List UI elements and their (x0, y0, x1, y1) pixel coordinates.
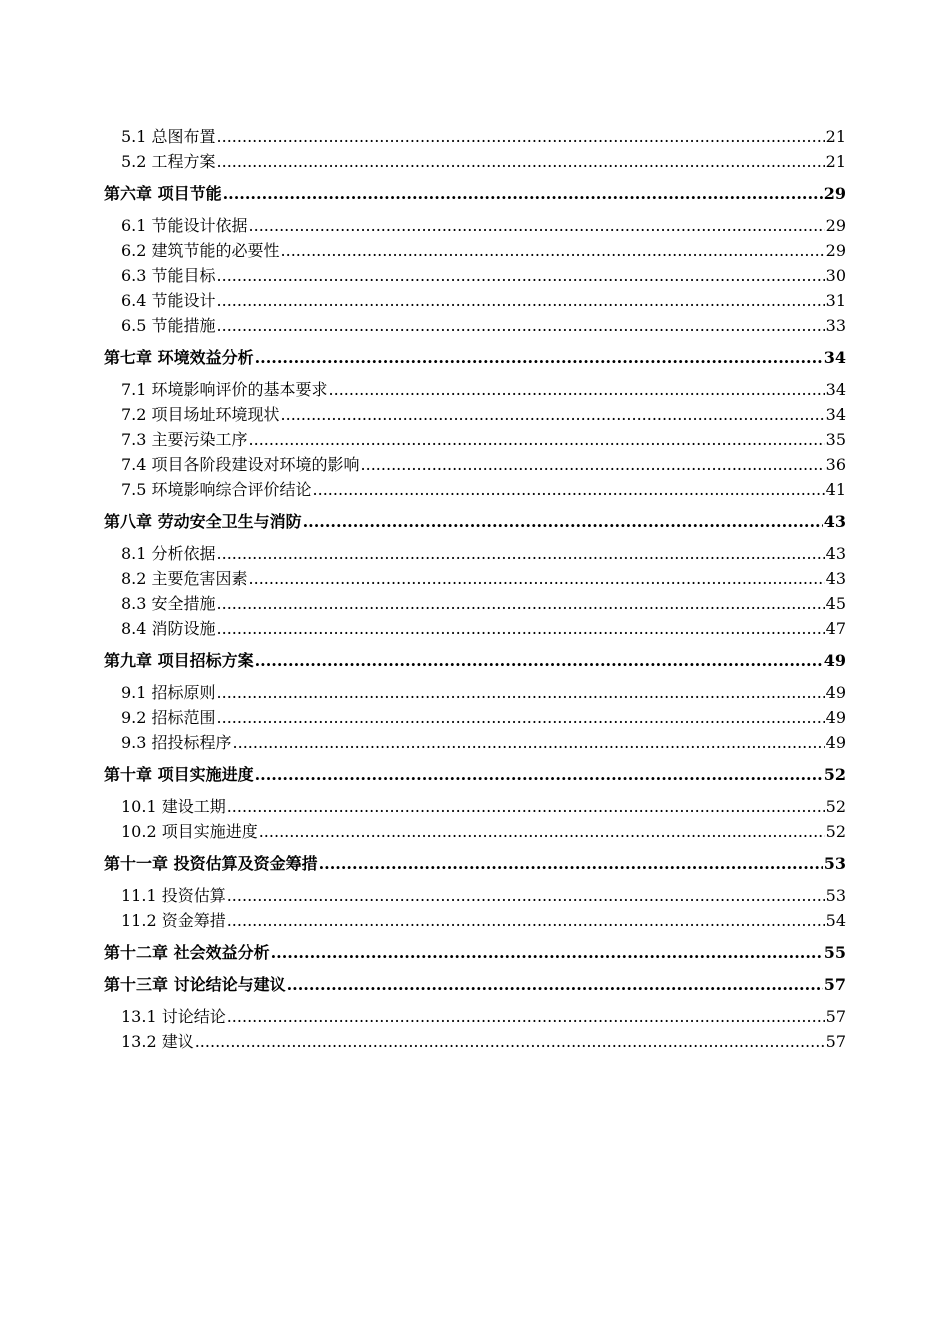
toc-entry-page-number: 21 (825, 127, 846, 146)
toc-section-entry[interactable] (104, 149, 846, 174)
toc-entry-title: 6.4 节能设计 (121, 291, 216, 310)
toc-entry-page-number: 34 (823, 348, 846, 367)
toc-section-entry[interactable] (104, 819, 846, 844)
toc-section-entry[interactable] (104, 427, 846, 452)
toc-entry-page-number: 43 (825, 544, 846, 563)
toc-dot-leader (248, 566, 825, 591)
toc-dot-leader (248, 213, 825, 238)
toc-entry-title: 7.4 项目各阶段建设对环境的影响 (121, 455, 360, 474)
toc-dot-leader (232, 730, 825, 755)
toc-dot-leader (216, 680, 825, 705)
toc-dot-leader (216, 591, 825, 616)
toc-section-entry[interactable] (104, 452, 846, 477)
toc-dot-leader (270, 940, 823, 965)
toc-dot-leader (328, 377, 825, 402)
toc-section-entry[interactable] (104, 288, 846, 313)
toc-entry-page-number: 30 (825, 266, 846, 285)
toc-entry-title: 10.2 项目实施进度 (121, 822, 258, 841)
toc-entry-page-number: 41 (825, 480, 846, 499)
toc-entry-page-number: 29 (823, 184, 846, 203)
toc-dot-leader (216, 705, 825, 730)
toc-entry-title: 6.1 节能设计依据 (121, 216, 248, 235)
toc-dot-leader (254, 648, 823, 673)
toc-entry-title: 8.2 主要危害因素 (121, 569, 248, 588)
toc-entry-title: 9.2 招标范围 (121, 708, 216, 727)
toc-entry-page-number: 49 (825, 708, 846, 727)
table-of-contents (104, 124, 846, 1054)
toc-chapter-entry[interactable] (104, 851, 846, 876)
toc-entry-page-number: 53 (825, 886, 846, 905)
toc-entry-title: 11.2 资金筹措 (121, 911, 226, 930)
toc-entry-title: 11.1 投资估算 (121, 886, 226, 905)
toc-chapter-entry[interactable] (104, 345, 846, 370)
toc-section-entry[interactable] (104, 263, 846, 288)
toc-section-entry[interactable] (104, 794, 846, 819)
toc-dot-leader (216, 149, 825, 174)
toc-section-entry[interactable] (104, 705, 846, 730)
toc-entry-title: 第十一章 投资估算及资金筹措 (104, 854, 318, 873)
toc-dot-leader (312, 477, 825, 502)
toc-entry-page-number: 34 (825, 380, 846, 399)
toc-section-entry[interactable] (104, 124, 846, 149)
toc-entry-title: 7.3 主要污染工序 (121, 430, 248, 449)
toc-section-entry[interactable] (104, 377, 846, 402)
toc-entry-title: 13.1 讨论结论 (121, 1007, 226, 1026)
toc-section-entry[interactable] (104, 908, 846, 933)
toc-entry-title: 第九章 项目招标方案 (104, 651, 254, 670)
toc-section-entry[interactable] (104, 477, 846, 502)
toc-entry-title: 第六章 项目节能 (104, 184, 222, 203)
toc-entry-title: 第十二章 社会效益分析 (104, 943, 270, 962)
toc-entry-title: 13.2 建议 (121, 1032, 194, 1051)
toc-dot-leader (216, 616, 825, 641)
toc-dot-leader (360, 452, 825, 477)
toc-section-entry[interactable] (104, 566, 846, 591)
toc-section-entry[interactable] (104, 402, 846, 427)
toc-entry-page-number: 52 (825, 822, 846, 841)
toc-entry-page-number: 29 (825, 241, 846, 260)
toc-entry-title: 5.1 总图布置 (121, 127, 216, 146)
toc-entry-title: 第七章 环境效益分析 (104, 348, 254, 367)
toc-entry-page-number: 35 (825, 430, 846, 449)
toc-dot-leader (216, 313, 825, 338)
toc-entry-page-number: 49 (825, 733, 846, 752)
toc-entry-title: 7.1 环境影响评价的基本要求 (121, 380, 328, 399)
toc-dot-leader (194, 1029, 825, 1054)
toc-entry-title: 7.5 环境影响综合评价结论 (121, 480, 312, 499)
toc-section-entry[interactable] (104, 1029, 846, 1054)
toc-section-entry[interactable] (104, 313, 846, 338)
toc-dot-leader (216, 541, 825, 566)
toc-entry-title: 8.3 安全措施 (121, 594, 216, 613)
toc-entry-title: 9.3 招投标程序 (121, 733, 232, 752)
toc-entry-title: 6.3 节能目标 (121, 266, 216, 285)
toc-dot-leader (226, 908, 825, 933)
toc-entry-page-number: 55 (823, 943, 846, 962)
toc-section-entry[interactable] (104, 591, 846, 616)
toc-section-entry[interactable] (104, 730, 846, 755)
toc-entry-page-number: 49 (823, 651, 846, 670)
toc-dot-leader (254, 762, 823, 787)
toc-entry-title: 第十三章 讨论结论与建议 (104, 975, 286, 994)
toc-entry-page-number: 33 (825, 316, 846, 335)
toc-dot-leader (226, 883, 825, 908)
toc-entry-title: 5.2 工程方案 (121, 152, 216, 171)
toc-entry-title: 6.5 节能措施 (121, 316, 216, 335)
toc-section-entry[interactable] (104, 616, 846, 641)
toc-entry-page-number: 43 (823, 512, 846, 531)
toc-dot-leader (248, 427, 825, 452)
toc-section-entry[interactable] (104, 1004, 846, 1029)
toc-entry-page-number: 57 (825, 1032, 846, 1051)
toc-entry-page-number: 53 (823, 854, 846, 873)
toc-dot-leader (318, 851, 823, 876)
toc-chapter-entry[interactable] (104, 762, 846, 787)
toc-entry-title: 第十章 项目实施进度 (104, 765, 254, 784)
toc-entry-page-number: 57 (825, 1007, 846, 1026)
toc-dot-leader (286, 972, 823, 997)
toc-dot-leader (216, 288, 825, 313)
toc-entry-title: 7.2 项目场址环境现状 (121, 405, 280, 424)
toc-entry-page-number: 34 (825, 405, 846, 424)
toc-section-entry[interactable] (104, 680, 846, 705)
toc-entry-page-number: 36 (825, 455, 846, 474)
toc-entry-title: 10.1 建设工期 (121, 797, 226, 816)
toc-section-entry[interactable] (104, 238, 846, 263)
toc-chapter-entry[interactable] (104, 648, 846, 673)
toc-entry-title: 9.1 招标原则 (121, 683, 216, 702)
toc-entry-title: 8.4 消防设施 (121, 619, 216, 638)
toc-dot-leader (216, 263, 825, 288)
toc-dot-leader (280, 402, 825, 427)
toc-dot-leader (302, 509, 823, 534)
toc-entry-page-number: 29 (825, 216, 846, 235)
toc-section-entry[interactable] (104, 883, 846, 908)
toc-section-entry[interactable] (104, 541, 846, 566)
toc-chapter-entry[interactable] (104, 181, 846, 206)
toc-entry-page-number: 54 (825, 911, 846, 930)
toc-entry-page-number: 45 (825, 594, 846, 613)
toc-entry-page-number: 21 (825, 152, 846, 171)
toc-entry-page-number: 52 (825, 797, 846, 816)
toc-dot-leader (222, 181, 823, 206)
toc-dot-leader (258, 819, 825, 844)
toc-dot-leader (226, 1004, 825, 1029)
toc-dot-leader (226, 794, 825, 819)
toc-chapter-entry[interactable] (104, 940, 846, 965)
toc-entry-title: 6.2 建筑节能的必要性 (121, 241, 280, 260)
toc-dot-leader (254, 345, 823, 370)
toc-entry-page-number: 43 (825, 569, 846, 588)
toc-section-entry[interactable] (104, 213, 846, 238)
toc-entry-title: 8.1 分析依据 (121, 544, 216, 563)
toc-entry-page-number: 47 (825, 619, 846, 638)
toc-entry-page-number: 52 (823, 765, 846, 784)
toc-dot-leader (280, 238, 825, 263)
toc-entry-title: 第八章 劳动安全卫生与消防 (104, 512, 302, 531)
toc-entry-page-number: 57 (823, 975, 846, 994)
toc-chapter-entry[interactable] (104, 509, 846, 534)
toc-entry-page-number: 31 (825, 291, 846, 310)
toc-dot-leader (216, 124, 825, 149)
toc-chapter-entry[interactable] (104, 972, 846, 997)
toc-entry-page-number: 49 (825, 683, 846, 702)
